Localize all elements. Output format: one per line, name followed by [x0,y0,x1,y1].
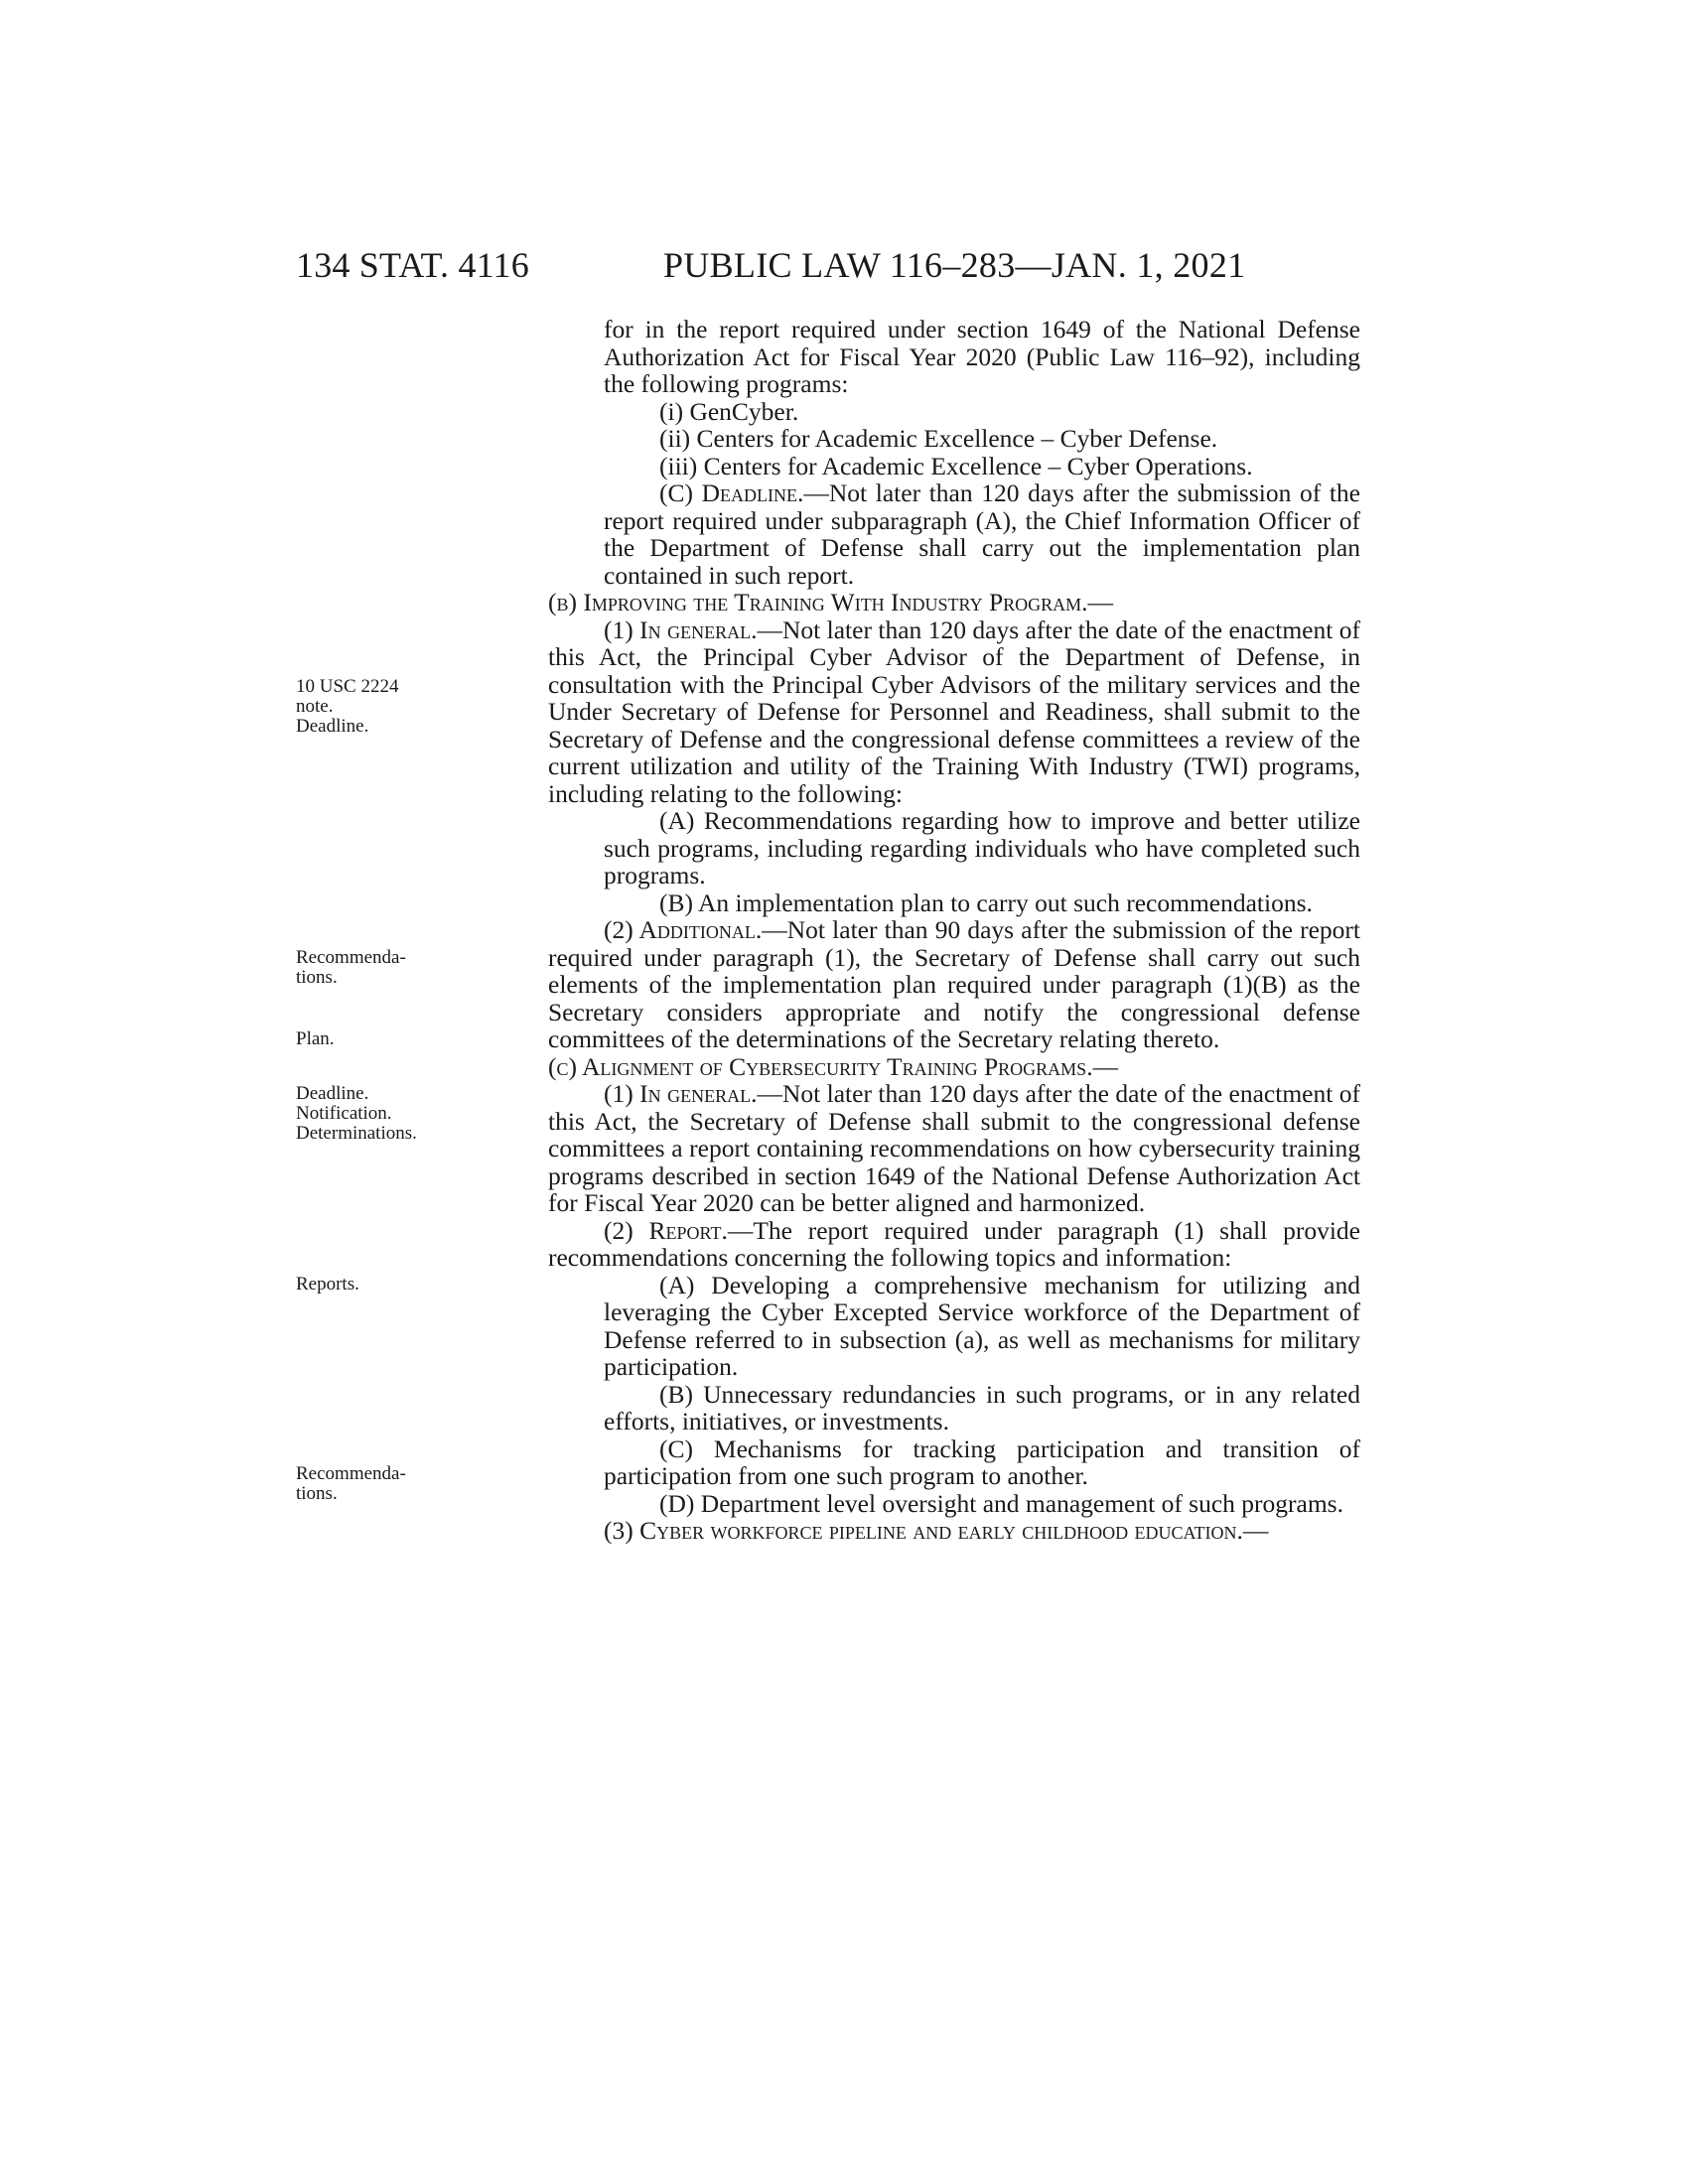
margin-note-line: Recommenda- [296,947,406,968]
margin-note-line: Determinations. [296,1123,417,1144]
margin-note-line: tions. [296,1483,338,1504]
paragraph-c2-c: (C) Mechanisms for tracking participation and transition of participation from one such program to another. [604,1433,1360,1490]
c1-text: —Not later than 120 days after the date of the enactment of this Act, the Secretary of Defense shall submit to the congressional defense committees a report containing recommendations on how cybersecurity training programs described in section 1649 of the National Defense Authorization Act for Fiscal Year 2020 can be better aligned and harmonized. [548,1079,1360,1217]
margin-note-line: Plan. [296,1028,335,1049]
margin-note-deadline-notification [296,1084,514,1144]
b2-text: —Not later than 90 days after the submission of the report required under paragraph (1), the Secretary of Defense shall carry out such elements of the implementation plan required under paragraph (1)(B) as the Secretary considers appropriate and notify the congressional defense committees of the determinations of the Secretary relating thereto. [548,915,1361,1053]
stat-page-number: 134 STAT. 4116 [296,245,529,285]
paragraph-b1-a: (A) Recommendations regarding how to improve and better utilize such programs, including regarding individuals who have completed such programs. [604,806,1360,889]
subparagraph-c-deadline [548,479,1360,589]
margin-note-line: Recommenda- [296,1463,406,1484]
margin-note-recommendations-2 [296,1464,514,1504]
paragraph-c1 [548,1080,1360,1217]
margin-note-line: tions. [296,967,338,988]
margin-note-reports [296,1275,514,1295]
c2-text: —The report required under paragraph (1) shall provide recommendations concerning the following topics and information: [548,1215,1361,1272]
paragraph-c3-heading: (3) Cyber workforce pipeline and early childhood education.— [604,1516,1269,1545]
deadline-label: (C) Deadline. [659,478,804,507]
margin-note-line: Reports. [296,1274,359,1295]
paragraph-b2 [548,916,1360,1053]
margin-note-deadline-usc [296,677,514,737]
margin-note-recommendations-1 [296,948,514,988]
paragraph-c2-d: (D) Department level oversight and management of such programs. [659,1488,1343,1518]
margin-note-line: note. [296,696,334,717]
paragraph-b1 [548,616,1360,808]
margin-note-line: 10 USC 2224 [296,676,399,697]
program-gencyber: (i) GenCyber. [659,396,799,426]
c1-label: (1) In general. [604,1079,758,1108]
paragraph-c2 [548,1217,1360,1272]
program-cae-cyber-operations: (iii) Centers for Academic Excellence – Cyber Operations. [659,451,1253,480]
subsection-b-heading: (b) Improving the Training With Industry Program.— [548,588,1114,616]
deadline-text: —Not later than 120 days after the submission of the report required under subparagraph (A), the Chief Information Officer of the Department of Defense shall carry out the implementation plan contained in such report. [604,478,1360,590]
margin-note-line: Deadline. [296,1083,369,1104]
paragraph-b1-b: (B) An implementation plan to carry out such recommendations. [659,887,1313,917]
b2-label: (2) Additional. [604,915,763,944]
intro-paragraph: for in the report required under section 1649 of the National Defense Authorization Act for Fiscal Year 2020 (Public Law 116–92), including the following programs: [604,315,1360,398]
b1-text: —Not later than 120 days after the date of the enactment of this Act, the Principal Cyber Advisor of the Department of Defense, in consultation with the Principal Cyber Advisors of the military services and the Under Secretary of Defense for Personnel and Readiness, shall submit to the Secretary of Defense and the congressional defense committees a review of the current utilization and utility of the Training With Industry (TWI) programs, including relating to the following: [548,614,1360,808]
page-running-title: PUBLIC LAW 116–283—JAN. 1, 2021 [663,245,1246,285]
paragraph-c2-a: (A) Developing a comprehensive mechanism for utilizing and leveraging the Cyber Excepted Service workforce of the Department of Defense referred to in subsection (a), as well as mechanisms for military participation. [604,1270,1360,1381]
margin-note-plan [296,1029,514,1049]
c2-label: (2) Report. [604,1215,728,1245]
paragraph-c2-b: (B) Unnecessary redundancies in such programs, or in any related efforts, initiatives, or investments. [604,1379,1360,1435]
margin-note-line: Notification. [296,1103,392,1124]
program-cae-cyber-defense: (ii) Centers for Academic Excellence – Cyber Defense. [659,424,1218,453]
b1-label: (1) In general. [604,614,758,644]
margin-note-line: Deadline. [296,716,369,737]
subsection-c-heading: (c) Alignment of Cybersecurity Training Programs.— [548,1051,1119,1081]
statute-body [548,316,1360,1545]
